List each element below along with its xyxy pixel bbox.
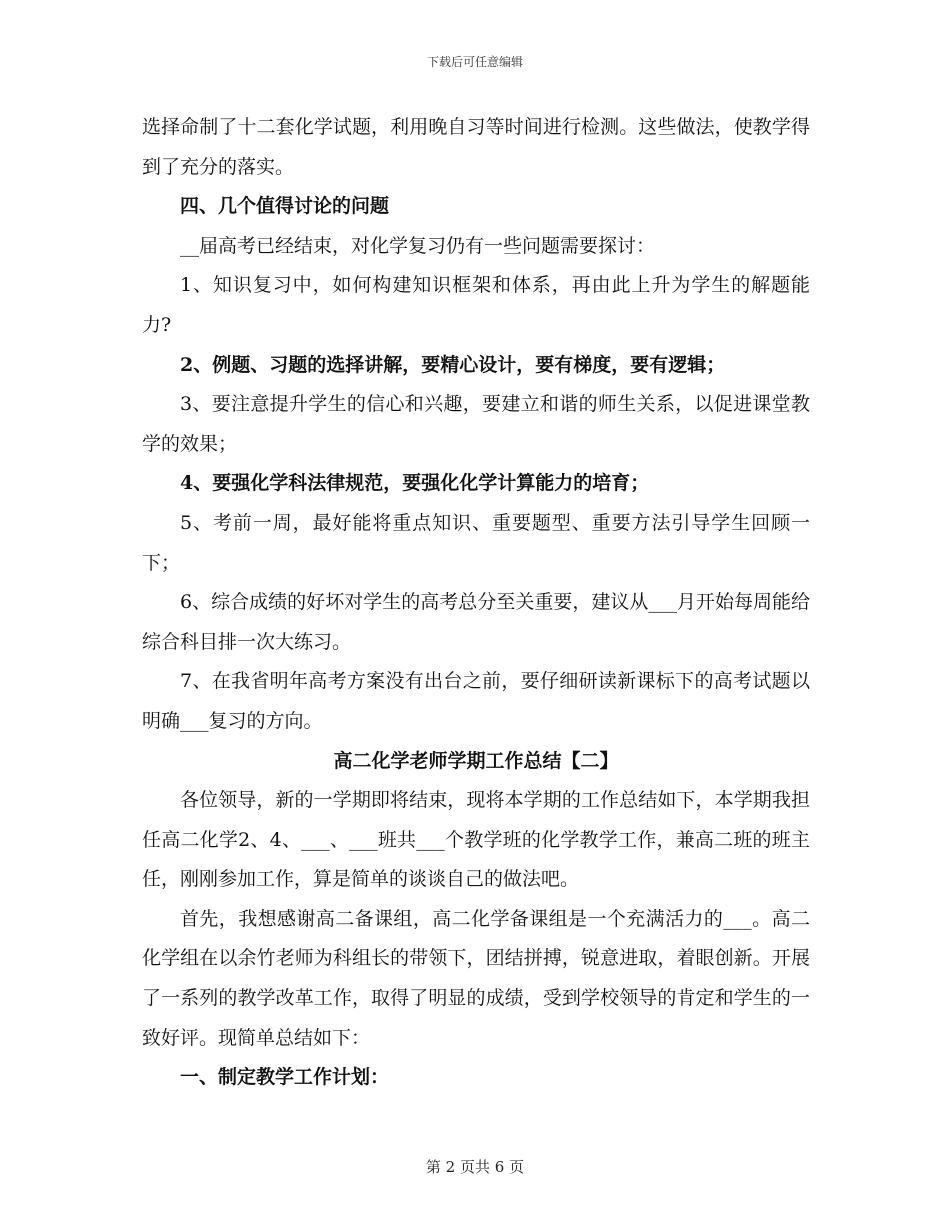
list-item-2: 2、例题、习题的选择讲解，要精心设计，要有梯度，要有逻辑；: [180, 353, 726, 376]
paragraph-opening: 各位领导，新的一学期即将结束，现将本学期的工作总结如下，本学期我担任高二化学2、4、___、___班共___个教学班的化学教学工作，兼高二班的班主任，刚刚参加工作，算是简单的谈谈自己的做法吧。: [142, 789, 810, 891]
page-header: 下载后可任意编辑: [426, 55, 523, 69]
paragraph-intro-questions: __届高考已经结束，对化学复习仍有一些问题需要探讨：: [180, 234, 656, 257]
section-heading-1: 一、制定教学工作计划：: [180, 1066, 390, 1089]
list-item-1: 1、知识复习中，如何构建知识框架和体系，再由此上升为学生的解题能力?: [142, 274, 810, 336]
document-title: 高二化学老师学期工作总结【二】: [333, 749, 619, 772]
paragraph-continuation: 选择命制了十二套化学试题，利用晚自习等时间进行检测。这些做法，使教学得到了充分的落实。: [142, 116, 810, 178]
section-heading-4: 四、几个值得讨论的问题: [180, 195, 390, 218]
list-item-6: 6、综合成绩的好坏对学生的高考总分至关重要，建议从___月开始每周能给综合科目排一次大练习。: [142, 591, 810, 653]
paragraph-thanks: 首先，我想感谢高二备课组，高二化学备课组是一个充满活力的___。高二化学组在以余竹老师为科组长的带领下，团结拼搏，锐意进取，着眼创新。开展了一系列的教学改革工作，取得了明显的成绩，受到学校领导的肯定和学生的一致好评。现简单总结如下：: [142, 907, 810, 1049]
page-footer: 第 2 页共 6 页: [425, 1158, 525, 1176]
list-item-4: 4、要强化学科法律规范，要强化化学计算能力的培育；: [180, 472, 650, 495]
list-item-3: 3、要注意提升学生的信心和兴趣，要建立和谐的师生关系，以促进课堂教学的效果；: [142, 393, 810, 455]
list-item-7: 7、在我省明年高考方案没有出台之前，要仔细研读新课标下的高考试题以明确___复习的方向。: [142, 670, 810, 732]
document-body: [142, 108, 810, 1098]
list-item-5: 5、考前一周，最好能将重点知识、重要题型、重要方法引导学生回顾一下；: [142, 511, 810, 574]
